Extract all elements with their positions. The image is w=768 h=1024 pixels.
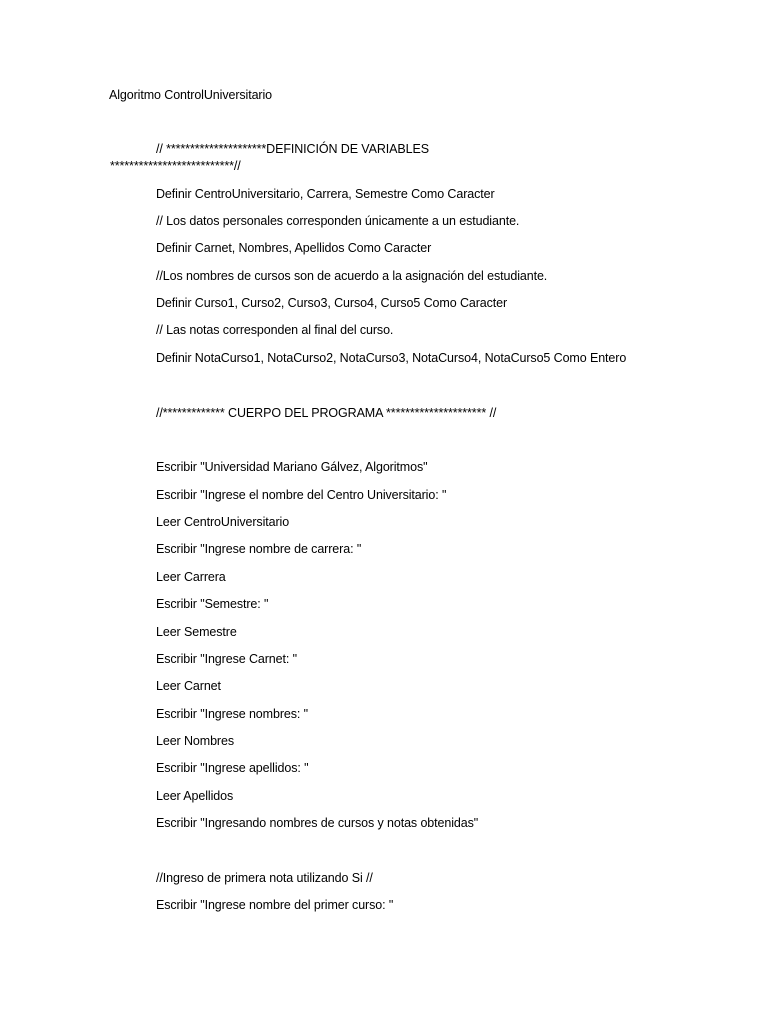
code-line: Leer Nombres [156, 734, 234, 748]
variables-section-header-continuation: **************************// [110, 159, 241, 173]
code-line: Leer Apellidos [156, 789, 234, 803]
code-line: Escribir "Semestre: " [156, 597, 269, 611]
code-line: Leer Carnet [156, 679, 221, 693]
code-line: Definir CentroUniversitario, Carrera, Semestre Como Caracter [156, 187, 495, 201]
code-line: Escribir "Universidad Mariano Gálvez, Algoritmos" [156, 460, 428, 474]
code-line: Definir Carnet, Nombres, Apellidos Como Caracter [156, 241, 432, 255]
comment-line: //Los nombres de cursos son de acuerdo a la asignación del estudiante. [156, 269, 548, 283]
comment-line: //Ingreso de primera nota utilizando Si // [156, 871, 373, 885]
code-line: Escribir "Ingrese nombre de carrera: " [156, 542, 362, 556]
code-line: Escribir "Ingrese el nombre del Centro Universitario: " [156, 488, 447, 502]
code-line: Escribir "Ingrese Carnet: " [156, 652, 297, 666]
code-line: Definir Curso1, Curso2, Curso3, Curso4, Curso5 Como Caracter [156, 296, 508, 310]
code-line: Leer Semestre [156, 625, 237, 639]
comment-line: // Las notas corresponden al final del curso. [156, 323, 394, 337]
code-line: Escribir "Ingrese apellidos: " [156, 761, 309, 775]
code-line: Escribir "Ingrese nombre del primer curso: " [156, 898, 394, 912]
code-line: Definir NotaCurso1, NotaCurso2, NotaCurso3, NotaCurso4, NotaCurso5 Como Entero [156, 351, 627, 365]
code-line: Leer Carrera [156, 570, 226, 584]
variables-section-header: // *********************DEFINICIÓN DE VARIABLES [156, 142, 429, 156]
algorithm-title: Algoritmo ControlUniversitario [109, 88, 273, 102]
code-line: Escribir "Ingresando nombres de cursos y notas obtenidas" [156, 816, 479, 830]
comment-line: // Los datos personales corresponden únicamente a un estudiante. [156, 214, 520, 228]
code-line: Escribir "Ingrese nombres: " [156, 707, 308, 721]
program-section-header: //************* CUERPO DEL PROGRAMA ********************* // [156, 406, 497, 420]
code-line: Leer CentroUniversitario [156, 515, 290, 529]
